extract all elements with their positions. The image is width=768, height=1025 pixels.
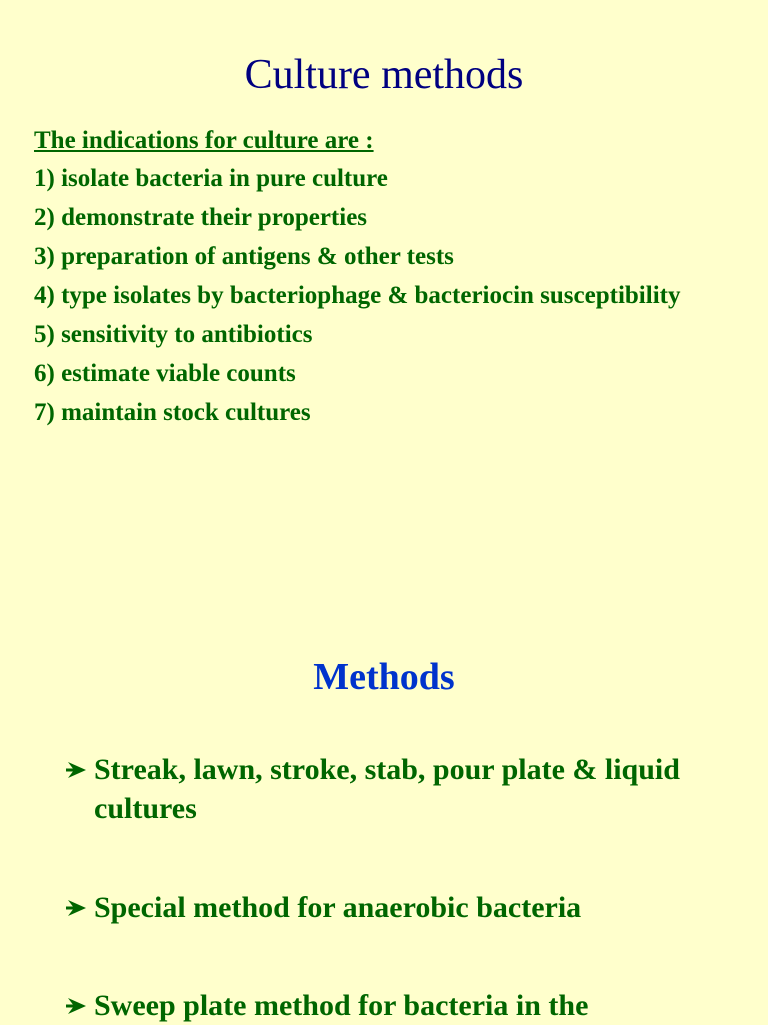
indications-section	[34, 124, 754, 436]
arrow-bullet-icon	[66, 750, 94, 780]
indication-item: 2) demonstrate their properties	[34, 204, 368, 231]
indication-item: 5) sensitivity to antibiotics	[34, 321, 313, 348]
arrow-bullet-icon	[66, 888, 94, 918]
method-item	[66, 750, 768, 828]
slide-title: Culture methods	[244, 52, 524, 98]
indication-item: 4) type isolates by bacteriophage & bacteriocin susceptibility	[34, 282, 681, 309]
method-text: Special method for anaerobic bacteria	[94, 891, 582, 924]
indication-item: 7) maintain stock cultures	[34, 399, 311, 426]
indications-heading: The indications for culture are :	[34, 127, 374, 154]
indication-item: 3) preparation of antigens & other tests	[34, 243, 454, 270]
methods-heading: Methods	[313, 656, 455, 698]
method-text: Sweep plate method for bacteria in the	[94, 989, 589, 1022]
method-text: Streak, lawn, stroke, stab, pour plate & liquid cultures	[94, 753, 680, 825]
method-item	[66, 986, 768, 1025]
method-item	[66, 888, 768, 927]
indication-item: 6) estimate viable counts	[34, 360, 296, 387]
indication-item: 1) isolate bacteria in pure culture	[34, 165, 388, 192]
arrow-bullet-icon	[66, 986, 94, 1016]
